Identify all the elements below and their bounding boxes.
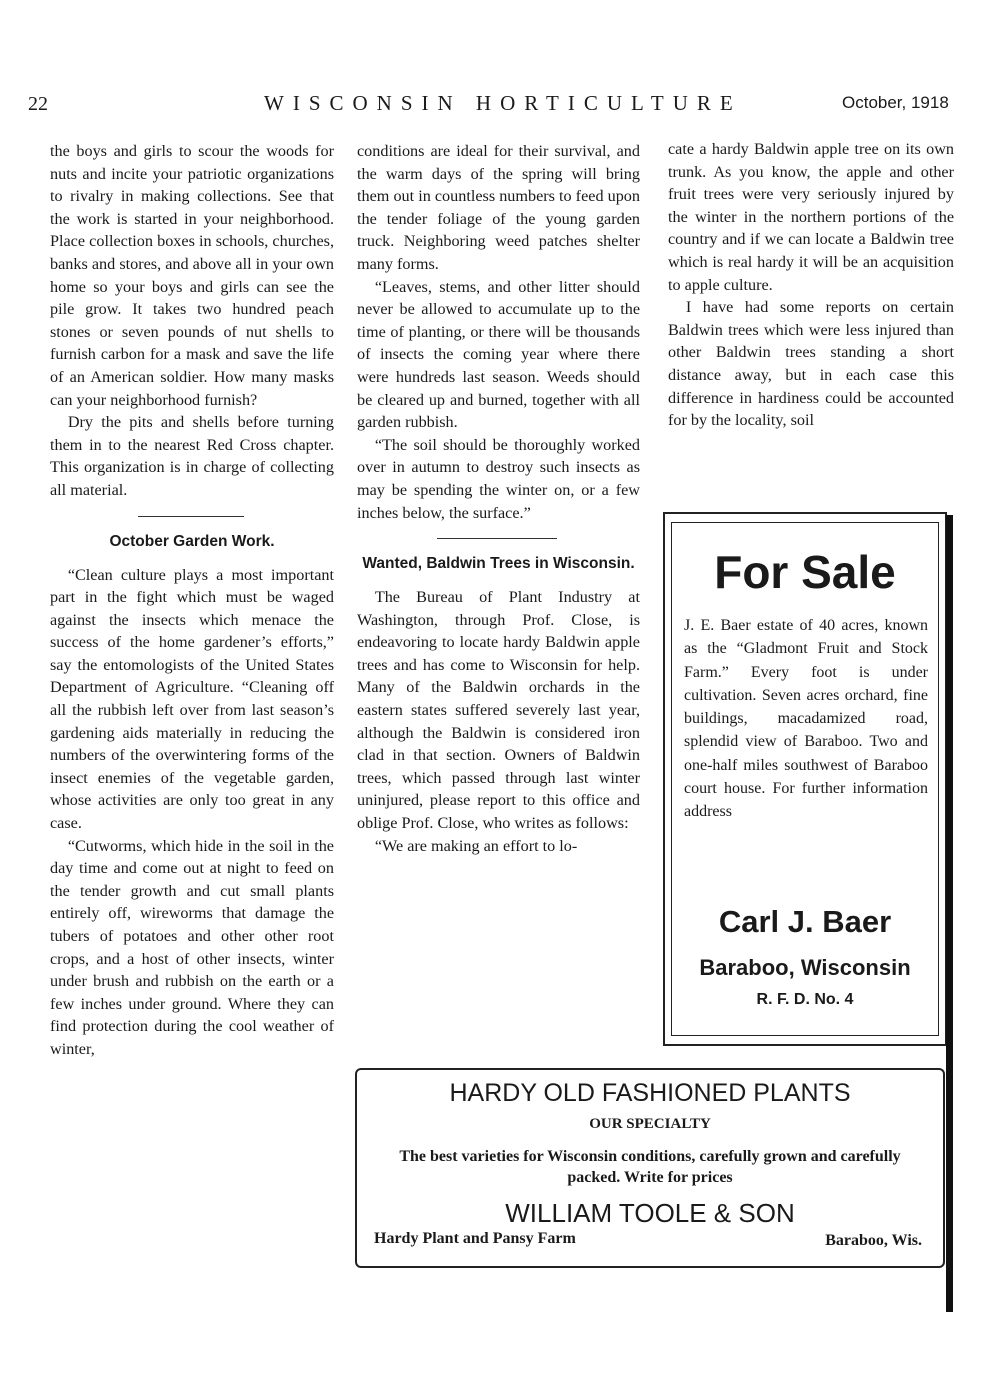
for-sale-body: J. E. Baer estate of 40 acres, known as the “Gladmont Fruit and Stock Farm.” Every foot is under cultivation. Seven acres orchard, fine buildings, macadamized road, splendid view of Baraboo. Two and one-half miles southwest of Baraboo court house. For further information address [684, 617, 928, 821]
for-sale-contact-name: Carl J. Baer [718, 904, 892, 939]
for-sale-rfd: R. F. D. No. 4 [756, 991, 854, 1008]
journal-title: WISCONSIN HORTICULTURE [264, 91, 742, 115]
plants-ad-body: The best varieties for Wisconsin conditions, carefully grown and carefully packed. Write for prices [399, 1148, 901, 1186]
plants-ad-city: Baraboo, Wis. [825, 1232, 922, 1249]
for-sale-contact-city: Baraboo, Wisconsin [699, 955, 911, 980]
paragraph: conditions are ideal for their survival, and the warm days of the spring will bring them out in countless numbers to feed upon the tender foliage of the young garden truck. Neighboring weed patches shelter many forms. [357, 142, 640, 273]
issue-date: October, 1918 [842, 93, 949, 112]
paragraph: the boys and girls to scour the woods for nuts and incite your patriotic organizations to rivalry in making collections. See that the work is started in your neighborhood. Place collection boxes in schools, churches, banks and stores, and above all in your own home so your boys and girls can see the pile grow. It takes two hundred peach stones or seven pounds of nut shells to furnish carbon for a mask and save the life of an American soldier. How many masks can your neighborhood furnish? [50, 142, 334, 409]
paragraph: Dry the pits and shells before turning them in to the nearest Red Cross chapter. This organization is in charge of collecting all material. [50, 413, 334, 499]
plants-ad-farm: Hardy Plant and Pansy Farm [374, 1230, 576, 1247]
plants-ad-firm: WILLIAM TOOLE & SON [505, 1198, 795, 1228]
paragraph: “Clean culture plays a most important part in the fight which must be waged against the insects which menace the success of the home gardener’s efforts,” say the entomologists of the United States Department of Agriculture. “Cleaning off all the rubbish left over from last season’s gardening aids materially in reducing the numbers of the overwintering forms of the insect enemies of the vegetable garden, whose activities are only too great in any case. [50, 565, 334, 833]
paragraph: cate a hardy Baldwin apple tree on its own trunk. As you know, the apple and other fruit trees were very seriously injured by the winter in the northern portions of the country and if we can locate a Baldwin tree which is real hardy it will be an acquisition to apple culture. [668, 140, 954, 294]
paragraph: “We are making an effort to lo- [374, 836, 578, 855]
section-heading: October Garden Work. [109, 532, 275, 550]
paragraph: I have had some reports on certain Baldwin trees which were less injured than other Baldwin trees standing a short distance away, but in each case this difference in hardiness could be accounted for by the locality, soil [668, 298, 954, 430]
paragraph: The Bureau of Plant Industry at Washington, through Prof. Close, is endeavoring to locate hardy Baldwin apple trees and has come to Wisconsin for help. Many of the Baldwin orchards in the eastern states suffered severely last year, although the Baldwin is considered iron clad in that section. Owners of Baldwin trees, which passed through last winter uninjured, please report to this office and oblige Prof. Close, who writes as follows: [357, 588, 640, 833]
plants-ad-specialty: OUR SPECIALTY [589, 1116, 711, 1132]
column-3 [668, 138, 954, 432]
margin-bar [946, 515, 953, 1312]
page-number: 22 [28, 93, 48, 115]
column-2 [357, 140, 640, 857]
paragraph: “Leaves, stems, and other litter should never be allowed to accumulate up to the time of planting, or there will be thousands of insects the coming year where there were hundreds last season. Weeds should be cleared up and burned, together with all garden rubbish. [357, 277, 640, 432]
plants-ad-title: HARDY OLD FASHIONED PLANTS [449, 1079, 851, 1107]
column-1 [50, 140, 334, 1061]
paragraph: “The soil should be thoroughly worked over in autumn to destroy such insects as may be spending the winter on, or a few inches below, the surface.” [357, 435, 640, 522]
paragraph: “Cutworms, which hide in the soil in the day time and come out at night to feed on the tender growth and cut small plants entirely off, wireworms that damage the tubers of potatoes and other other root crops, and a host of other insects, winter under brush and rubbish on the earth or a few inches under ground. Where they can find protection during the cool weather of winter, [50, 836, 334, 1058]
for-sale-title: For Sale [714, 546, 896, 598]
section-heading: Wanted, Baldwin Trees in Wisconsin. [362, 555, 635, 573]
